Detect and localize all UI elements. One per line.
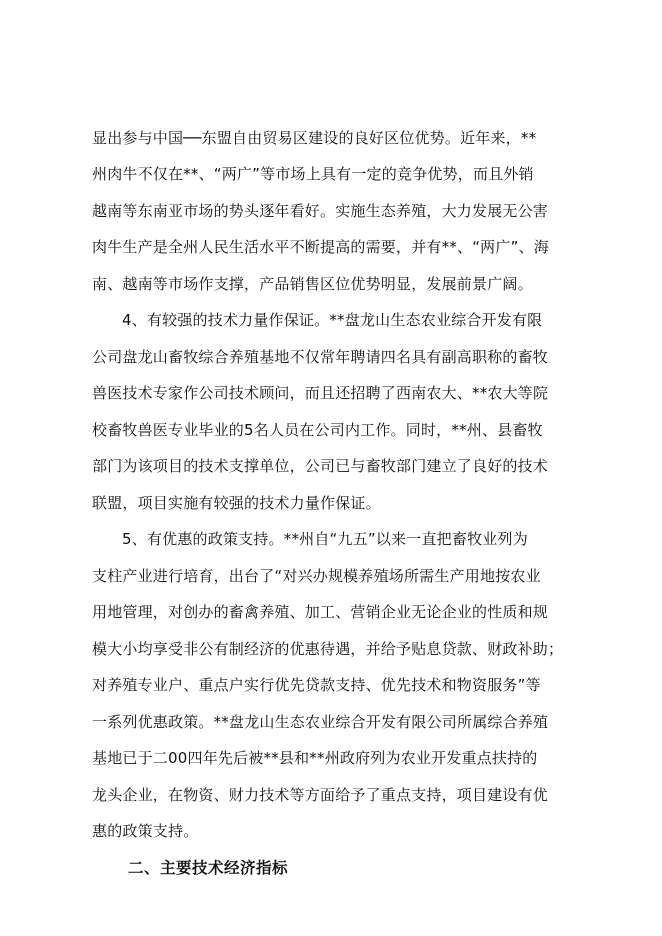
text-line: 惠的政策支持。 bbox=[92, 822, 199, 840]
text-line: 用地管理，对创办的畜禽养殖、加工、营销企业无论企业的性质和规 bbox=[92, 603, 549, 621]
text-line: 越南等东南亚市场的势头逐年看好。实施生态养殖，大力发展无公害 bbox=[92, 202, 549, 220]
text-line: 支柱产业进行培育，出台了“对兴办规模养殖场所需生产用地按农业 bbox=[92, 567, 541, 585]
text-line: 部门为该项目的技术支撑单位，公司已与畜牧部门建立了良好的技术 bbox=[92, 457, 549, 475]
text-line: 南、越南等市场作支撑，产品销售区位优势明显，发展前景广阔。 bbox=[92, 275, 533, 293]
section-heading: 二、主要技术经济指标 bbox=[128, 859, 289, 877]
text-line: 一系列优惠政策。**盘龙山生态农业综合开发有限公司所属综合养殖 bbox=[92, 713, 549, 731]
text-line: 龙头企业，在物资、财力技术等方面给予了重点支持，项目建设有优 bbox=[92, 786, 549, 804]
text-line: 模大小均享受非公有制经济的优惠待遇，并给予贴息贷款、财政补助； bbox=[92, 640, 564, 658]
text-line: 肉牛生产是全州人民生活水平不断提高的需要，并有**、“两广”、海 bbox=[92, 238, 549, 256]
text-line: 联盟，项目实施有较强的技术力量作保证。 bbox=[92, 494, 381, 512]
text-line: 显出参与中国──东盟自由贸易区建设的良好区位优势。近年来，** bbox=[92, 129, 537, 147]
text-line: 对养殖专业户、重点户实行优先贷款支持、优先技术和物资服务”等 bbox=[92, 676, 541, 694]
paragraph-4-first-line: 4、有较强的技术力量作保证。**盘龙山生态农业综合开发有限 bbox=[122, 311, 543, 329]
text-line: 基地已于二00四年先后被**县和**州政府列为农业开发重点扶持的 bbox=[92, 749, 538, 767]
text-line: 校畜牧兽医专业毕业的5名人员在公司内工作。同时，**州、县畜牧 bbox=[92, 421, 543, 439]
paragraph-5-first-line: 5、有优惠的政策支持。**州自“九五”以来一直把畜牧业列为 bbox=[122, 530, 528, 548]
text-line: 州肉牛不仅在**、“两广”等市场上具有一定的竞争优势，而且外销 bbox=[92, 165, 534, 183]
text-line: 兽医技术专家作公司技术顾问，而且还招聘了西南农大、**农大等院 bbox=[92, 384, 549, 402]
text-line: 公司盘龙山畜牧综合养殖基地不仅常年聘请四名具有副高职称的畜牧 bbox=[92, 348, 549, 366]
